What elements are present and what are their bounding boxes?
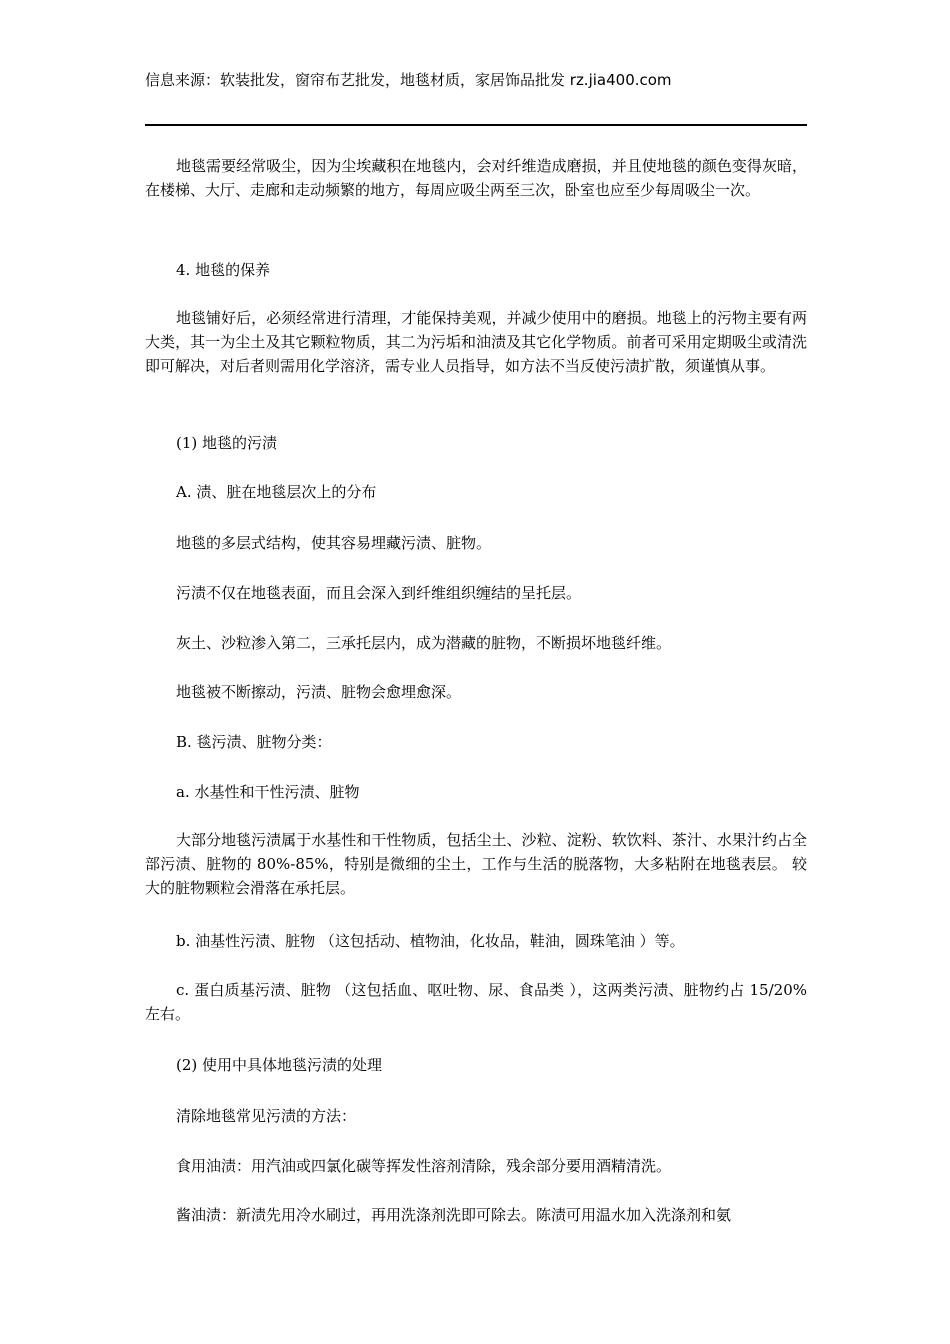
header-source-line: 信息来源：软装批发，窗帘布艺批发，地毯材质，家居饰品批发 rz.jia400.com [145, 71, 672, 89]
subheading-stains: (1) 地毯的污渍 [176, 434, 278, 452]
subheading-treatment: (2) 使用中具体地毯污渍的处理 [176, 1056, 383, 1074]
paragraph-surface: 污渍不仅在地毯表面，而且会深入到纤维组织缠结的呈托层。 [176, 584, 582, 602]
paragraph-vacuum: 地毯需要经常吸尘，因为尘埃藏积在地毯内，会对纤维造成磨损，并且使地毯的颜色变得灰暗，在楼梯、大厅、走廊和走动频繁的地方，每周应吸尘两至三次，卧室也应至少每周吸尘一次。 [145, 157, 807, 199]
subheading-distribution: A. 渍、脏在地毯层次上的分布 [176, 483, 377, 501]
subheading-water-based: a. 水基性和干性污渍、脏物 [176, 783, 360, 801]
paragraph-methods-intro: 清除地毯常见污渍的方法： [176, 1107, 357, 1125]
paragraph-maintenance: 地毯铺好后，必须经常进行清理，才能保持美观，并减少使用中的磨损。地毯上的污物主要有两大类，其一为尘土及其它颗粒物质，其二为污垢和油渍及其它化学物质。前者可采用定期吸尘或清洗即可解决，对后者则需用化学溶济，需专业人员指导，如方法不当反使污渍扩散，须谨慎从事。 [145, 309, 807, 375]
paragraph-sand: 灰土、沙粒渗入第二，三承托层内，成为潜藏的脏物，不断损坏地毯纤维。 [176, 634, 672, 652]
section-heading-maintenance: 4. 地毯的保养 [176, 261, 271, 279]
header-divider [145, 124, 807, 126]
paragraph-oil-based: b. 油基性污渍、脏物 （这包括动、植物油，化妆品，鞋油，圆珠笔油 ）等。 [176, 932, 685, 950]
paragraph-soy-sauce: 酱油渍：新渍先用冷水刷过，再用洗涤剂洗即可除去。陈渍可用温水加入洗涤剂和氨 [176, 1206, 732, 1224]
paragraph-cooking-oil: 食用油渍：用汽油或四氯化碳等挥发性溶剂清除，残余部分要用酒精清洗。 [176, 1157, 672, 1175]
paragraph-protein-based: c. 蛋白质基污渍、脏物 （这包括血、呕吐物、尿、食品类 ），这两类污渍、脏物约占 15/20% 左右。 [145, 981, 807, 1023]
paragraph-structure: 地毯的多层式结构，使其容易埋藏污渍、脏物。 [176, 534, 492, 552]
subheading-classification: B. 毯污渍、脏物分类： [176, 733, 332, 751]
paragraph-friction: 地毯被不断擦动，污渍、脏物会愈埋愈深。 [176, 683, 462, 701]
paragraph-water-based: 大部分地毯污渍属于水基性和干性物质，包括尘土、沙粒、淀粉、软饮料、茶汁、水果汁约占全部污渍、脏物的 80%-85%，特别是微细的尘土，工作与生活的脱落物，大多粘附在地毯表层。 较大的脏物颗粒会滑落在承托层。 [145, 831, 807, 897]
